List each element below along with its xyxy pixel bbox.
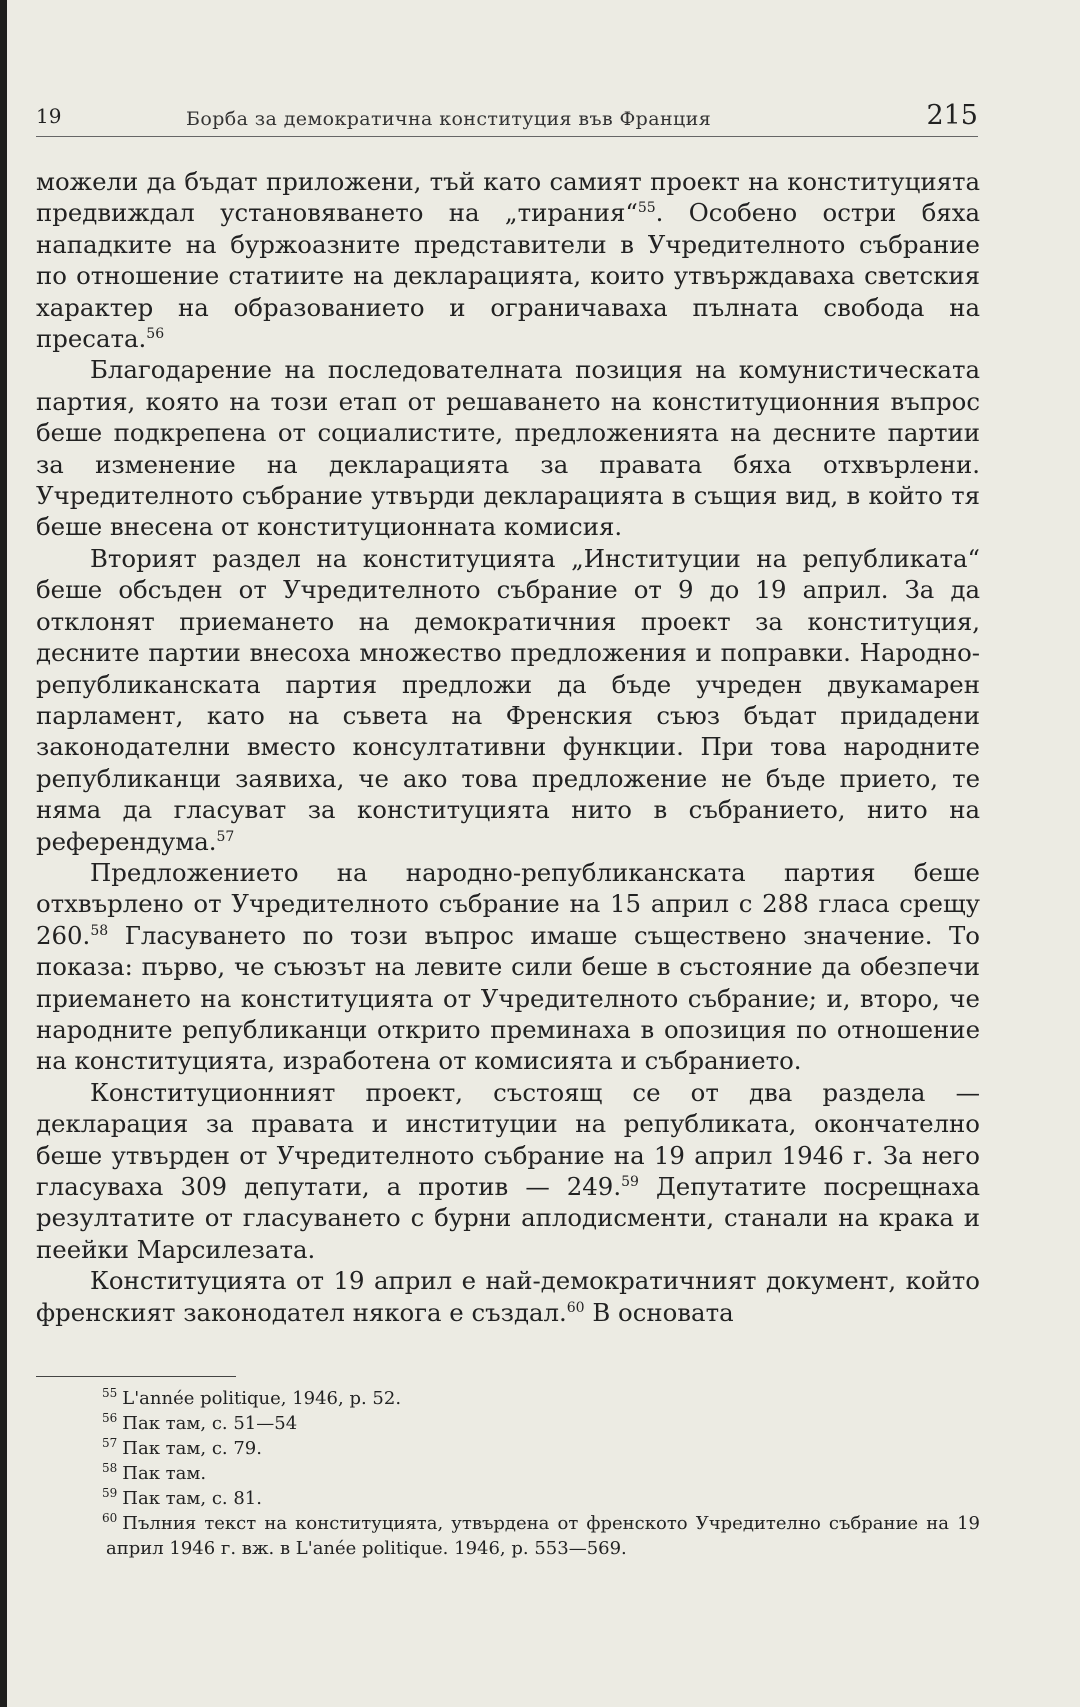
footnote-ref-56: 56: [146, 325, 165, 342]
footnote-59: 59 Пак там, с. 81.: [102, 1486, 262, 1509]
page-number: 215: [926, 100, 978, 131]
chapter-number: 19: [36, 104, 62, 128]
footnote-57: 57 Пак там, с. 79.: [102, 1436, 262, 1459]
paragraph-4: Предложението на народно-републиканската партия беше отхвърлено от Учредителното събрание на 15 април с 288 гласа срещу 260.58 Гласуването по този въпрос имаше съществено значение. То показа: първо, че съюзът на левите сили беше в състояние да обезпечи приемането на конституцията от Учредителното събрание; и, второ, че народните републиканци открито преминаха в опозиция по отношение на конституцията, изработена от комисията и събранието.: [36, 857, 980, 1076]
paragraph-3: Вторият раздел на конституцията „Институции на републиката“ беше обсъден от Учредителното събрание от 9 до 19 април. За да отклонят приемането на демократичния проект за конституция, десните партии внесоха множество предложения и поправки. Народно-републиканската партия предложи да бъде учреден двукамарен парламент, като на съвета на Френския съюз бъдат придадени законодателни вместо консултативни функции. При това народните републиканци заявиха, че ако това предложение не бъде прието, те няма да гласуват за конституцията нито в събранието, нито на референдума.$^{57}$: [36, 543, 980, 856]
footnote-ref-57: 57: [216, 828, 235, 845]
footnote-60: 60 Пълния текст на конституцията, утвърдена от френското Учредително събрание на 19 април 1946 г. вж. в L'anée politique. 1946, p. 553—569.: [102, 1511, 980, 1559]
footnote-ref-58: 58: [90, 922, 109, 939]
book-spine-edge: [0, 0, 7, 1707]
footnote-divider: [36, 1376, 236, 1377]
paragraph-5: Конституционният проект, състоящ се от два раздела — декларация за правата и институции на републиката, окончателно беше утвърден от Учредителното събрание на 19 април 1946 г. За него гласуваха 309 депутати, а против — 249.59 Депутатите посрещнаха резултатите от гласуването с бурни аплодисменти, станали на крака и пеейки Марсилезата.: [36, 1077, 980, 1264]
footnote-ref-59: 59: [621, 1173, 639, 1190]
footnotes: [36, 1386, 980, 1561]
paragraph-6: Конституцията от 19 април е най-демократичният документ, който френският законодател някога е създал.$^{60}$ В основата: [36, 1266, 980, 1327]
paragraph-2: Благодарение на последователната позиция на комунистическата партия, която на този етап от решаването на конституционния въпрос беше подкрепена от социалистите, предложенията на десните партии за изменение на декларацията за правата бяха отхвърлени. Учредителното събрание утвърди декларацията в същия вид, в който тя беше внесена от конституционната комисия.: [36, 355, 980, 542]
footnote-58: 58 Пак там.: [102, 1461, 207, 1484]
book-page: [36, 0, 988, 1707]
running-title: Борба за демократична конституция във Франция: [186, 108, 712, 130]
paragraph-1: можели да бъдат приложени, тъй като самият проект на конституцията предвиждал установяването на „тирания“$^{55}$. Особено остри бяха нападките на буржоазните представители в Учредителното събрание по отношение статиите на декларацията, които утвърждаваха светския характер на образованието и ограничаваха пълната свобода на пресата.$^{56}$: [36, 167, 980, 354]
footnote-55: 55 L'année politique, 1946, p. 52.: [102, 1386, 402, 1409]
footnote-ref-60: 60: [566, 1299, 585, 1316]
body-text: [36, 166, 980, 1328]
footnote-ref-55: 55: [637, 200, 656, 217]
running-head: [36, 102, 978, 137]
footnote-56: 56 Пак там, с. 51—54: [102, 1411, 298, 1434]
